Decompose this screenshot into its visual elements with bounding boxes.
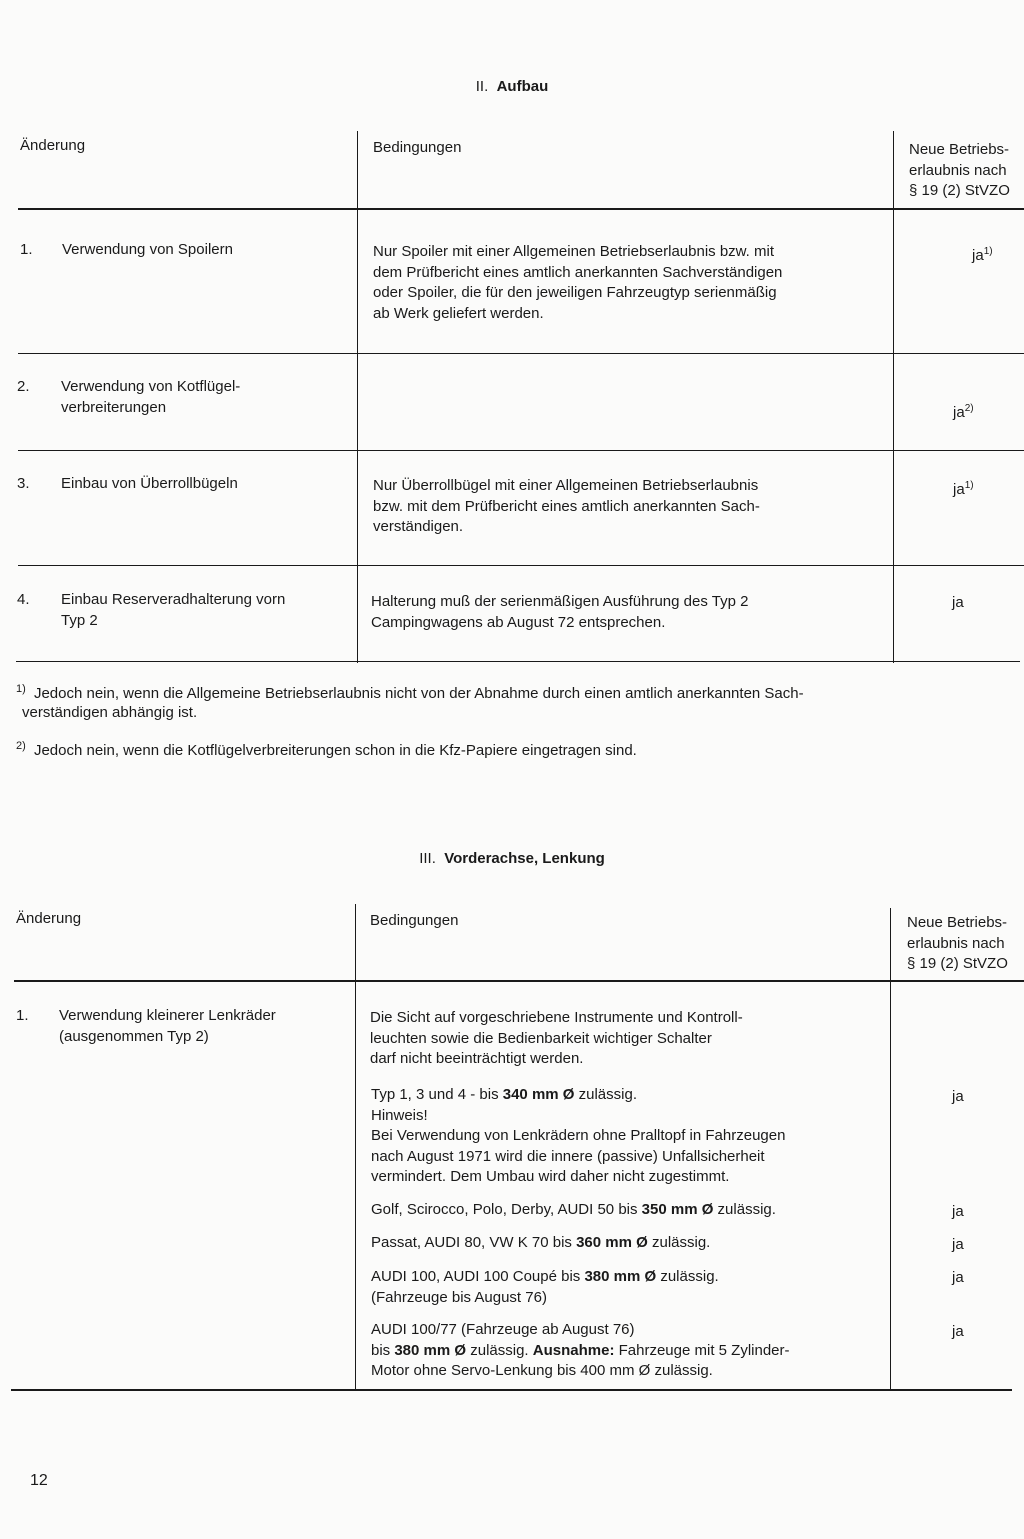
condition-line: darf nicht beeinträchtigt werden.: [370, 1050, 584, 1067]
condition-text: Passat, AUDI 80, VW K 70 bis: [371, 1234, 577, 1251]
permit-value: ja: [953, 404, 965, 421]
diameter-value: 350 mm Ø: [641, 1201, 714, 1218]
row-permit: [953, 399, 974, 424]
table-bottom-rule: [11, 1389, 1012, 1391]
header-bedingungen: Bedingungen: [370, 912, 459, 929]
condition-line: Nur Überrollbügel mit einer Allgemeinen Betriebserlaubnis: [373, 477, 759, 494]
condition-line: Nur Spoiler mit einer Allgemeinen Betriebserlaubnis bzw. mit: [373, 243, 775, 260]
row-change: [61, 590, 285, 631]
row-number: 1.: [20, 241, 33, 258]
header-rule: [18, 208, 1024, 210]
footnote: [16, 737, 637, 760]
footnote-mark: 2): [16, 740, 26, 752]
condition-line: nach August 1971 wird die innere (passive) Unfallsicherheit: [371, 1147, 765, 1165]
row-change: [61, 377, 240, 418]
row-permit: ja: [952, 1088, 964, 1105]
header-permit-line: § 19 (2) StVZO: [909, 182, 1010, 199]
condition-line: Halterung muß der serienmäßigen Ausführung des Typ 2: [371, 593, 749, 610]
header-rule: [14, 980, 1024, 982]
change-line: verbreiterungen: [61, 398, 167, 416]
row-rule: [18, 450, 1024, 451]
section-title-vorderachse: [0, 850, 1024, 867]
row-number: 4.: [17, 591, 30, 608]
row-permit: ja: [952, 1236, 964, 1253]
row-conditions: [371, 592, 748, 633]
diameter-value: 380 mm Ø: [584, 1268, 657, 1285]
diameter-value: 340 mm Ø: [502, 1086, 575, 1103]
condition-line: ab Werk geliefert werden.: [373, 304, 544, 322]
change-line: Typ 2: [61, 611, 98, 629]
condition-text: Fahrzeuge mit 5 Zylinder-: [614, 1341, 790, 1359]
row-change: [61, 474, 238, 495]
condition-line: [371, 1267, 719, 1288]
footnote-line: Jedoch nein, wenn die Allgemeine Betriebserlaubnis nicht von der Abnahme durch einen amtlich anerkannten Sach-: [33, 685, 804, 702]
header-permit-line: Neue Betriebs-: [909, 141, 1010, 158]
condition-line: [371, 1085, 785, 1106]
row-number: 2.: [17, 378, 30, 395]
row-rule: [18, 353, 1024, 354]
condition-text: Typ 1, 3 und 4 - bis: [371, 1086, 503, 1103]
diameter-value: 380 mm Ø: [394, 1341, 467, 1359]
column-divider: [893, 131, 894, 663]
condition-line: oder Spoiler, die für den jeweiligen Fahrzeugtyp serienmäßig: [373, 284, 777, 301]
condition-text: AUDI 100, AUDI 100 Coupé bis: [371, 1268, 585, 1285]
permit-footnote-ref: 1): [964, 480, 974, 491]
condition-line: Motor ohne Servo-Lenkung bis 400 mm Ø zulässig.: [371, 1362, 713, 1379]
section-heading: Vorderachse, Lenkung: [444, 850, 605, 867]
row-rule: [18, 565, 1024, 566]
condition-line: verständigen.: [373, 518, 464, 535]
row-permit: ja: [952, 1323, 964, 1340]
change-line: Einbau Reserveradhalterung vorn: [61, 591, 286, 608]
condition-item: [371, 1267, 719, 1308]
row-conditions: [373, 476, 760, 538]
permit-value: ja: [972, 247, 984, 264]
permit-value: ja: [952, 594, 964, 611]
footnote-line: verständigen abhängig ist.: [22, 704, 198, 721]
header-permit-line: erlaubnis nach: [909, 161, 1007, 179]
condition-item: [371, 1320, 790, 1382]
condition-text: zulässig.: [656, 1268, 719, 1285]
condition-line: Hinweis!: [371, 1106, 428, 1124]
header-permit-line: Neue Betriebs-: [907, 914, 1008, 931]
condition-line: Campingwagens ab August 72 entsprechen.: [371, 613, 666, 631]
footnote-line: Jedoch nein, wenn die Kotflügelverbreiterungen schon in die Kfz-Papiere eingetragen sind.: [33, 742, 637, 759]
condition-text: bis: [371, 1341, 395, 1359]
condition-item: [371, 1233, 710, 1254]
column-divider: [357, 131, 358, 663]
table-bottom-rule: [16, 661, 1020, 662]
change-line: Einbau von Überrollbügeln: [61, 475, 238, 492]
row-conditions-intro: [370, 1008, 743, 1070]
footnote: [16, 680, 804, 722]
condition-text: zulässig.: [713, 1201, 776, 1218]
header-permit-line: § 19 (2) StVZO: [907, 955, 1008, 972]
condition-line: [371, 1341, 790, 1362]
condition-text: zulässig.: [574, 1086, 637, 1103]
condition-line: bzw. mit dem Prüfbericht eines amtlich anerkannten Sach-: [373, 497, 760, 515]
permit-footnote-ref: 1): [983, 246, 993, 257]
diameter-value: 360 mm Ø: [576, 1234, 648, 1251]
row-change: [59, 1006, 276, 1047]
section-number: II.: [475, 78, 489, 95]
row-permit: [953, 476, 974, 501]
row-permit: ja: [952, 1269, 964, 1286]
header-aenderung: Änderung: [16, 910, 82, 927]
row-conditions: [373, 242, 782, 324]
page-number: 12: [30, 1472, 48, 1489]
header-aenderung: Änderung: [20, 137, 86, 154]
header-permit: [909, 140, 1010, 202]
exception-label: Ausnahme:: [532, 1341, 615, 1359]
column-divider: [355, 904, 356, 1390]
header-permit: [907, 913, 1008, 975]
condition-line: (Fahrzeuge bis August 76): [371, 1288, 547, 1306]
header-bedingungen: Bedingungen: [373, 139, 462, 156]
permit-footnote-ref: 2): [964, 403, 974, 414]
row-number: 1.: [16, 1007, 29, 1024]
row-number: 3.: [17, 475, 30, 492]
condition-line: leuchten sowie die Bedienbarkeit wichtiger Schalter: [370, 1029, 712, 1047]
condition-item: [371, 1200, 776, 1221]
condition-text: zulässig.: [647, 1234, 711, 1251]
row-permit: [952, 593, 964, 614]
change-line: (ausgenommen Typ 2): [59, 1027, 209, 1045]
condition-text: zulässig.: [466, 1341, 533, 1359]
change-line: Verwendung von Spoilern: [62, 241, 233, 258]
section-number: III.: [419, 850, 436, 867]
footnote-mark: 1): [16, 683, 26, 695]
section-heading: Aufbau: [496, 78, 549, 95]
condition-item: [371, 1085, 785, 1188]
condition-line: AUDI 100/77 (Fahrzeuge ab August 76): [371, 1321, 635, 1338]
change-line: Verwendung von Kotflügel-: [61, 378, 241, 395]
condition-line: Die Sicht auf vorgeschriebene Instrumente und Kontroll-: [370, 1009, 743, 1026]
condition-line: vermindert. Dem Umbau wird daher nicht zugestimmt.: [371, 1168, 730, 1185]
header-permit-line: erlaubnis nach: [907, 934, 1005, 952]
condition-line: dem Prüfbericht eines amtlich anerkannten Sachverständigen: [373, 263, 783, 281]
section-title-aufbau: [0, 78, 1024, 95]
change-line: Verwendung kleinerer Lenkräder: [59, 1007, 276, 1024]
row-permit: ja: [952, 1203, 964, 1220]
row-permit: [972, 242, 993, 267]
condition-line: Bei Verwendung von Lenkrädern ohne Pralltopf in Fahrzeugen: [371, 1127, 786, 1144]
permit-value: ja: [953, 481, 965, 498]
condition-text: Golf, Scirocco, Polo, Derby, AUDI 50 bis: [371, 1201, 642, 1218]
row-change: [62, 240, 233, 261]
